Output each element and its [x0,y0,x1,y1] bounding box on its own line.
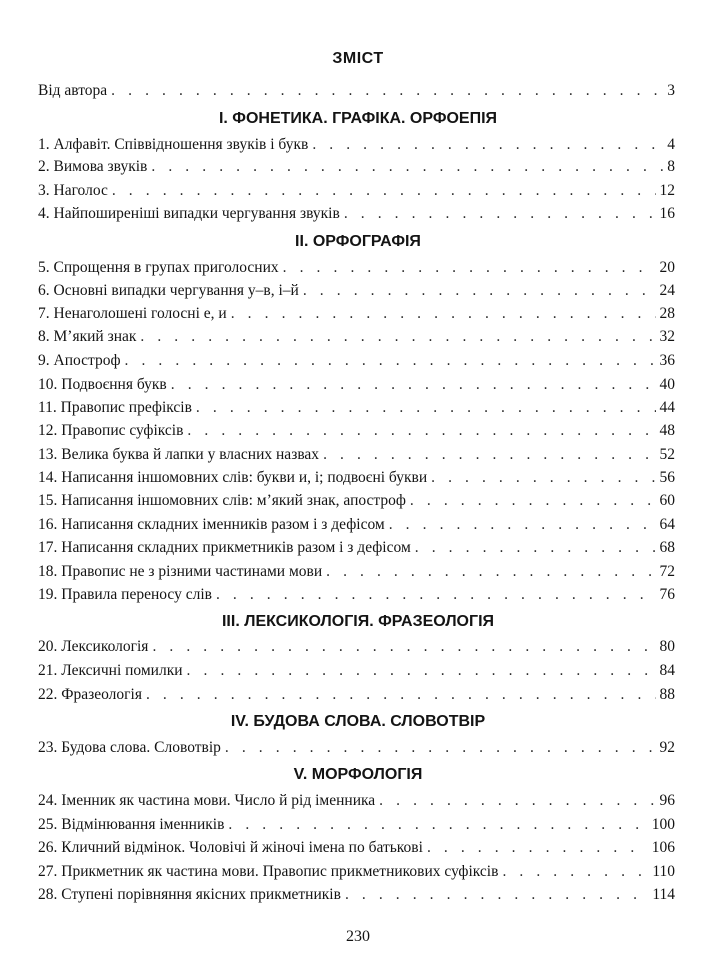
toc-entry-label: 22. Фразеологія [38,686,142,703]
toc-entry-page: 36 [659,352,675,369]
toc-entry-label: 12. Правопис суфіксів [38,422,184,439]
toc-entry-page: 48 [659,422,675,439]
toc-entry-page: 64 [659,516,675,533]
toc-entry-label: 1. Алфавіт. Співвідношення звуків і букв [38,136,309,153]
toc-entry-label: 4. Найпоширеніші випадки чергування звуків [38,205,340,222]
dot-leader [187,660,656,682]
toc-entry-label: 19. Правила переносу слів [38,586,212,603]
toc-entry-label: 6. Основні випадки чергування у–в, і–й [38,282,299,299]
toc-entry [38,134,675,156]
toc-entry-label: 17. Написання складних прикметників разом і з дефісом [38,539,411,556]
dot-leader [283,257,656,279]
dot-leader [216,584,656,606]
dot-leader [125,350,656,372]
toc-entry [38,737,675,759]
toc-entry-page: 88 [659,686,675,703]
toc-entry [38,257,675,279]
dot-leader [345,884,648,906]
toc-entry-page: 68 [659,539,675,556]
toc-entry-page: 16 [659,205,675,222]
toc-entry [38,444,675,466]
dot-leader [389,514,656,536]
toc-entry-page: 28 [659,305,675,322]
dot-leader [196,397,656,419]
dot-leader [111,80,663,102]
toc-title: ЗМІСТ [332,50,384,67]
toc-entry-label: 2. Вимова звуків [38,158,148,175]
section-heading-word-formation: IV. БУДОВА СЛОВА. СЛОВОТВІР [230,713,486,730]
toc-entry [38,420,675,442]
toc-entry-page: 56 [659,469,675,486]
toc-entry-label: 25. Відмінювання іменників [38,816,225,833]
toc-entry-label: 28. Ступені порівняння якісних прикметників [38,886,341,903]
toc-entry [38,837,675,859]
toc-entry [38,280,675,302]
toc-entry [38,584,675,606]
toc-entry-page: 8 [667,158,675,175]
toc-entry [38,790,675,812]
toc-entry-label: 15. Написання іншомовних слів: м’який знак, апостроф [38,492,406,509]
toc-entry [38,397,675,419]
toc-entry-label: 9. Апостроф [38,352,121,369]
section-heading-orthography: ІІ. ОРФОГРАФІЯ [295,233,421,250]
toc-entry [38,861,675,883]
toc-entry-page: 52 [659,446,675,463]
dot-leader [323,444,655,466]
toc-entry-page: 72 [659,563,675,580]
dot-leader [303,280,656,302]
toc-entry-page: 24 [659,282,675,299]
toc-entry-label: 10. Подвоєння букв [38,376,167,393]
toc-entry-label: 21. Лексичні помилки [38,662,183,679]
toc-entry [38,490,675,512]
toc-entry-page: 76 [659,586,675,603]
toc-entry-page: 80 [659,638,675,655]
toc-entry-label: 11. Правопис префіксів [38,399,192,416]
dot-leader [379,790,655,812]
section-heading-phonetics: І. ФОНЕТИКА. ГРАФІКА. ОРФОЕПІЯ [218,110,498,127]
toc-entry-page: 32 [659,328,675,345]
toc-entry-page: 44 [659,399,675,416]
toc-entry [38,180,675,202]
toc-entry-label: 23. Будова слова. Словотвір [38,739,221,756]
dot-leader [140,326,655,348]
toc-entry-label: Від автора [38,82,108,99]
toc-entry [38,303,675,325]
page-number: 230 [346,928,370,945]
dot-leader [146,684,656,706]
toc-entry [38,374,675,396]
toc-entry-page: 20 [659,259,675,276]
toc-entry-page: 92 [659,739,675,756]
dot-leader [187,420,655,442]
toc-entry [38,326,675,348]
dot-leader [171,374,656,396]
dot-leader [427,837,648,859]
toc-entry-page: 3 [667,82,675,99]
toc-entry-label: 26. Кличний відмінок. Чоловічі й жіночі імена по батькові [38,839,423,856]
toc-entry [38,467,675,489]
section-heading-morphology: V. МОРФОЛОГІЯ [293,766,423,783]
toc-entry-label: 18. Правопис не з різними частинами мови [38,563,323,580]
toc-entry-label: 24. Іменник як частина мови. Число й рід іменника [38,792,376,809]
toc-entry-label: 5. Спрощення в групах приголосних [38,259,279,276]
toc-entry-author [38,80,675,102]
toc-entry-label: 14. Написання іншомовних слів: букви и, і; подвоєні букви [38,469,428,486]
dot-leader [228,814,647,836]
dot-leader [312,134,663,156]
toc-entry-label: 3. Наголос [38,182,108,199]
toc-entry-page: 110 [652,863,675,880]
toc-entry-page: 96 [659,792,675,809]
toc-entry-page: 40 [659,376,675,393]
dot-leader [326,561,655,583]
dot-leader [231,303,656,325]
toc-entry-label: 16. Написання складних іменників разом і з дефісом [38,516,385,533]
toc-entry-page: 4 [667,136,675,153]
toc-entry [38,660,675,682]
toc-entry [38,684,675,706]
dot-leader [151,156,663,178]
toc-entry [38,636,675,658]
dot-leader [152,636,655,658]
section-heading-lexicology: ІІІ. ЛЕКСИКОЛОГІЯ. ФРАЗЕОЛОГІЯ [221,613,495,630]
toc-entry [38,203,675,225]
dot-leader [410,490,656,512]
toc-entry-label: 7. Ненаголошені голосні е, и [38,305,227,322]
toc-entry [38,514,675,536]
toc-entry-page: 100 [651,816,675,833]
toc-page [38,0,678,970]
dot-leader [225,737,656,759]
toc-entry [38,350,675,372]
toc-entry [38,561,675,583]
toc-entry-page: 12 [659,182,675,199]
dot-leader [502,861,648,883]
toc-entry [38,884,675,906]
dot-leader [431,467,655,489]
dot-leader [415,537,656,559]
toc-entry-page: 106 [651,839,675,856]
toc-entry-page: 60 [659,492,675,509]
toc-entry [38,156,675,178]
toc-entry-label: 8. М’який знак [38,328,137,345]
dot-leader [112,180,656,202]
toc-entry-label: 13. Велика буква й лапки у власних назвах [38,446,320,463]
toc-entry [38,537,675,559]
toc-entry-label: 20. Лексикологія [38,638,149,655]
toc-entry-page: 84 [659,662,675,679]
toc-entry-label: 27. Прикметник як частина мови. Правопис прикметникових суфіксів [38,863,499,880]
dot-leader [344,203,656,225]
toc-entry-page: 114 [652,886,675,903]
toc-entry [38,814,675,836]
